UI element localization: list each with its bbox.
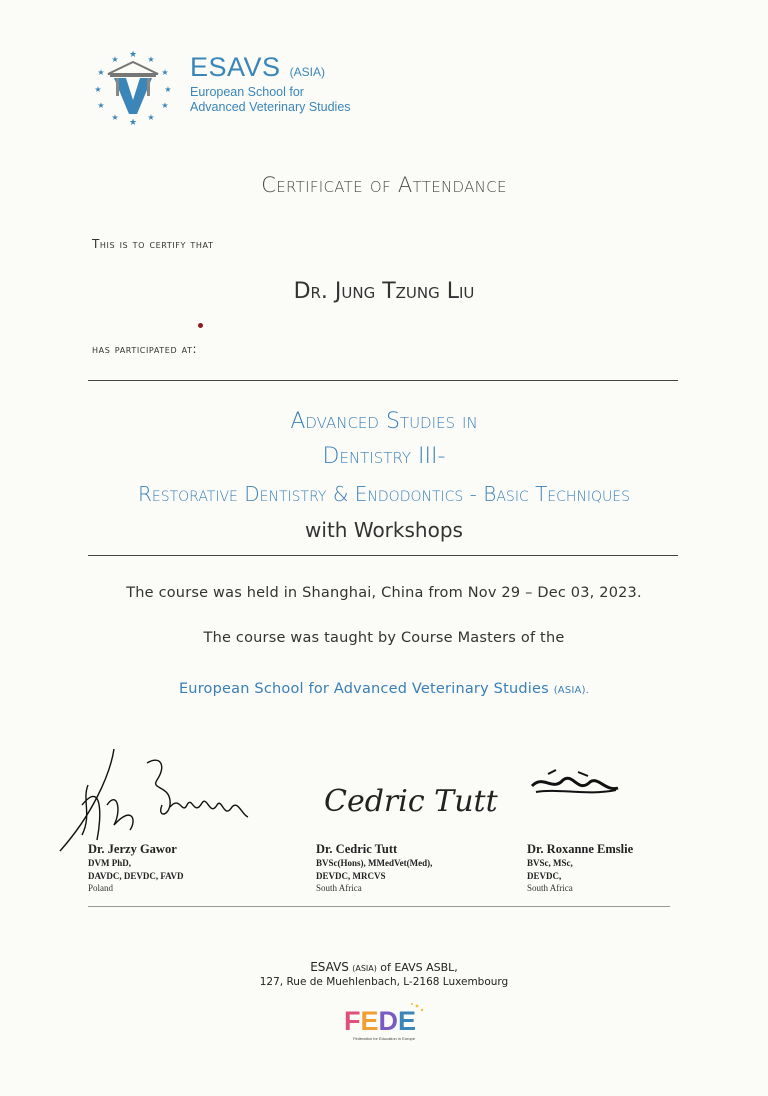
school-text	[0, 681, 768, 697]
ink-dot	[198, 323, 203, 328]
brand-line-2: Advanced Veterinary Studies	[190, 100, 351, 114]
signature-gawor-icon	[52, 745, 252, 855]
footer-small: (ASIA)	[352, 964, 377, 973]
signature-tutt-icon	[320, 775, 498, 825]
footer-suffix: of EAVS ASBL,	[380, 961, 458, 974]
signature-tutt-text: Cedric Tutt	[324, 784, 498, 819]
signatory-name: Dr. Roxanne Emslie	[527, 842, 634, 856]
footer-prefix: ESAVS	[310, 960, 349, 974]
signatory-tutt	[316, 842, 432, 893]
signatory-emslie	[527, 842, 633, 893]
svg-text:★: ★	[164, 85, 172, 94]
svg-text:★: ★	[147, 55, 155, 64]
course-taught-text: The course was taught by Course Masters of the	[203, 630, 565, 646]
brand-region: (ASIA)	[289, 65, 325, 79]
svg-text:★: ★	[97, 68, 105, 77]
school-name: European School for Advanced Veterinary Studies	[178, 681, 549, 697]
signatory-name: Dr. Cedric Tutt	[316, 842, 398, 856]
fede-logo-icon	[340, 1000, 430, 1044]
brand-block	[190, 52, 351, 115]
svg-text:FEDE: FEDE	[344, 1006, 417, 1036]
signatory-country: South Africa	[316, 883, 362, 893]
svg-text:★: ★	[111, 113, 119, 122]
school-suffix: (ASIA).	[553, 685, 590, 696]
fede-tagline: Fédération for Education in Europe	[352, 1036, 416, 1041]
course-held-text: The course was held in Shanghai, China from Nov 29 – Dec 03, 2023.	[126, 585, 642, 601]
signatory-country: South Africa	[527, 883, 573, 893]
svg-text:★: ★	[161, 68, 169, 77]
certificate-title: Certificate of Attendance	[261, 173, 507, 197]
svg-text:★: ★	[111, 55, 119, 64]
certify-text: This is to certify that	[92, 237, 214, 251]
course-title-line-1: Advanced Studies in	[290, 409, 478, 434]
brand-line-1: European School for	[190, 85, 304, 99]
signatory-name: Dr. Jerzy Gawor	[88, 842, 177, 856]
brand-name: ESAVS	[190, 52, 281, 82]
footer-divider	[88, 906, 670, 907]
course-title-line-3: Restorative Dentistry & Endodontics - Basic Techniques	[137, 482, 631, 506]
participated-text: has participated at:	[92, 342, 198, 356]
course-workshops: with Workshops	[305, 518, 463, 542]
recipient-name: Dr. Jung Tzung Liu	[293, 279, 475, 304]
svg-text:★: ★	[97, 101, 105, 110]
signatory-credentials: BVSc(Hons), MMedVet(Med),	[316, 858, 433, 868]
divider-top	[88, 380, 678, 381]
signatory-credentials: DEVDC,	[527, 871, 562, 881]
course-title-line-2: Dentistry III-	[322, 444, 446, 469]
signatory-credentials: BVSc, MSc,	[527, 858, 573, 868]
svg-text:★: ★	[94, 85, 102, 94]
signatory-credentials: DVM PhD,	[88, 858, 131, 868]
footer-address: 127, Rue de Muehlenbach, L-2168 Luxembourg	[259, 976, 509, 988]
svg-text:★: ★	[161, 101, 169, 110]
svg-text:★: ★	[128, 50, 138, 60]
svg-text:★: ★	[128, 118, 138, 128]
svg-text:★: ★	[147, 113, 155, 122]
signature-emslie-icon	[528, 768, 623, 802]
footer-line-1	[0, 960, 768, 974]
signatory-gawor	[88, 842, 184, 893]
signatory-credentials: DEVDC, MRCVS	[316, 871, 386, 881]
signatory-country: Poland	[88, 883, 114, 893]
divider-bottom	[88, 555, 678, 556]
signatory-credentials: DAVDC, DEVDC, FAVD	[88, 871, 184, 881]
esavs-logo-icon	[92, 48, 174, 126]
